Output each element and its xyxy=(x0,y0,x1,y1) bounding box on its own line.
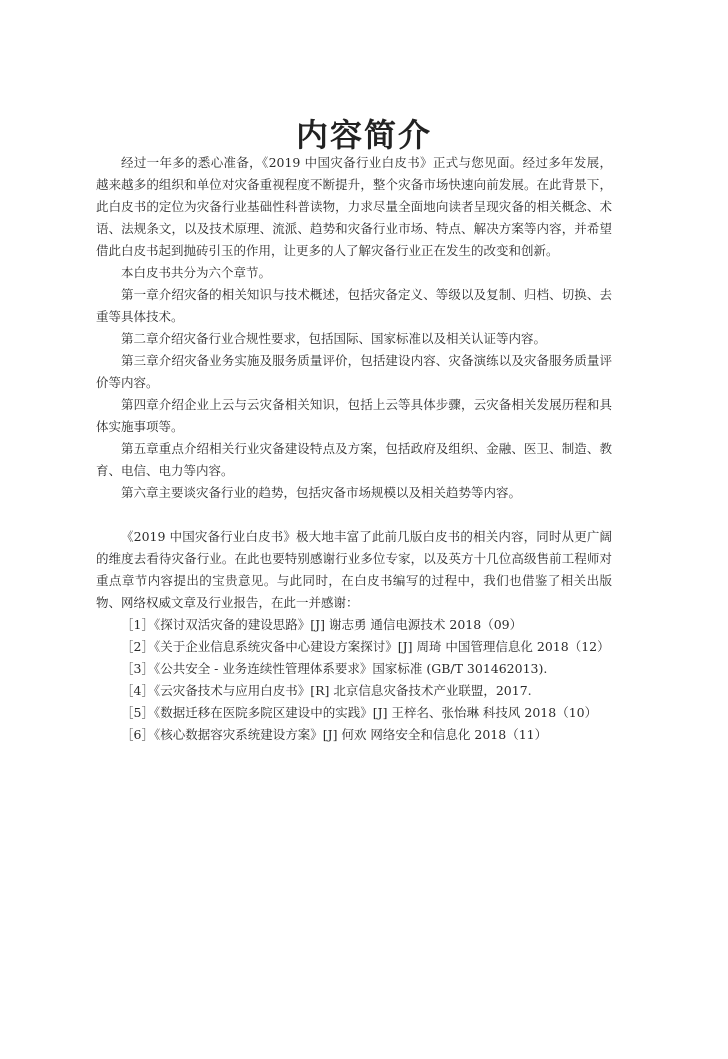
reference-item: ［3］《公共安全 - 业务连续性管理体系要求》国家标准 (GB/T 301462013). xyxy=(121,661,548,676)
paragraph-spacer xyxy=(96,504,612,526)
chapter-overview: 本白皮书共分为六个章节。 xyxy=(121,265,272,280)
page-title: 内容简介 xyxy=(295,116,432,155)
intro-paragraph: 经过一年多的悉心准备，《2019 中国灾备行业白皮书》正式与您见面。经过多年发展，越来越多的组织和单位对灾备重视程度不断提升，整个灾备市场快速向前发展。在此背景下，此白皮书的定位为灾备行业基础性科普读物，力求尽量全面地向读者呈现灾备的相关概念、术语、法规条文，以及技术原理、流派、趋势和灾备行业市场、特点、解决方案等内容，并希望借此白皮书起到抛砖引玉的作用，让更多的人了解灾备行业正在发生的改变和创新。 xyxy=(96,155,612,258)
chapter-2-summary: 第二章介绍灾备行业合规性要求，包括国际、国家标准以及相关认证等内容。 xyxy=(121,331,547,346)
chapter-6-summary: 第六章主要谈灾备行业的趋势，包括灾备市场规模以及相关趋势等内容。 xyxy=(121,485,522,500)
chapter-5-summary: 第五章重点介绍相关行业灾备建设特点及方案，包括政府及组织、金融、医卫、制造、教育、电信、电力等内容。 xyxy=(96,441,612,478)
reference-list xyxy=(96,614,612,746)
chapter-4-summary: 第四章介绍企业上云与云灾备相关知识，包括上云等具体步骤，云灾备相关发展历程和具体实施事项等。 xyxy=(96,397,612,434)
chapter-1-summary: 第一章介绍灾备的相关知识与技术概述，包括灾备定义、等级以及复制、归档、切换、去重等具体技术。 xyxy=(96,287,612,324)
reference-item: ［4］《云灾备技术与应用白皮书》[R] 北京信息灾备技术产业联盟，2017. xyxy=(121,683,532,698)
document-body xyxy=(96,152,612,746)
reference-item: ［6］《核心数据容灾系统建设方案》[J] 何欢 网络安全和信息化 2018（11） xyxy=(121,727,548,742)
acknowledgement-paragraph: 《2019 中国灾备行业白皮书》极大地丰富了此前几版白皮书的相关内容，同时从更广阔的维度去看待灾备行业。在此也要特别感谢行业多位专家，以及英方十几位高级售前工程师对重点章节内容提出的宝贵意见。与此同时，在白皮书编写的过程中，我们也借鉴了相关出版物、网络权威文章及行业报告，在此一并感谢： xyxy=(96,529,612,610)
reference-item: ［5］《数据迁移在医院多院区建设中的实践》[J] 王梓名、张怡琳 科技风 2018（10） xyxy=(121,705,598,720)
reference-item: ［2］《关于企业信息系统灾备中心建设方案探讨》[J] 周琦 中国管理信息化 2018（12） xyxy=(121,639,610,654)
chapter-3-summary: 第三章介绍灾备业务实施及服务质量评价，包括建设内容、灾备演练以及灾备服务质量评价等内容。 xyxy=(96,353,612,390)
reference-item: ［1］《探讨双活灾备的建设思路》[J] 谢志勇 通信电源技术 2018（09） xyxy=(121,617,523,632)
